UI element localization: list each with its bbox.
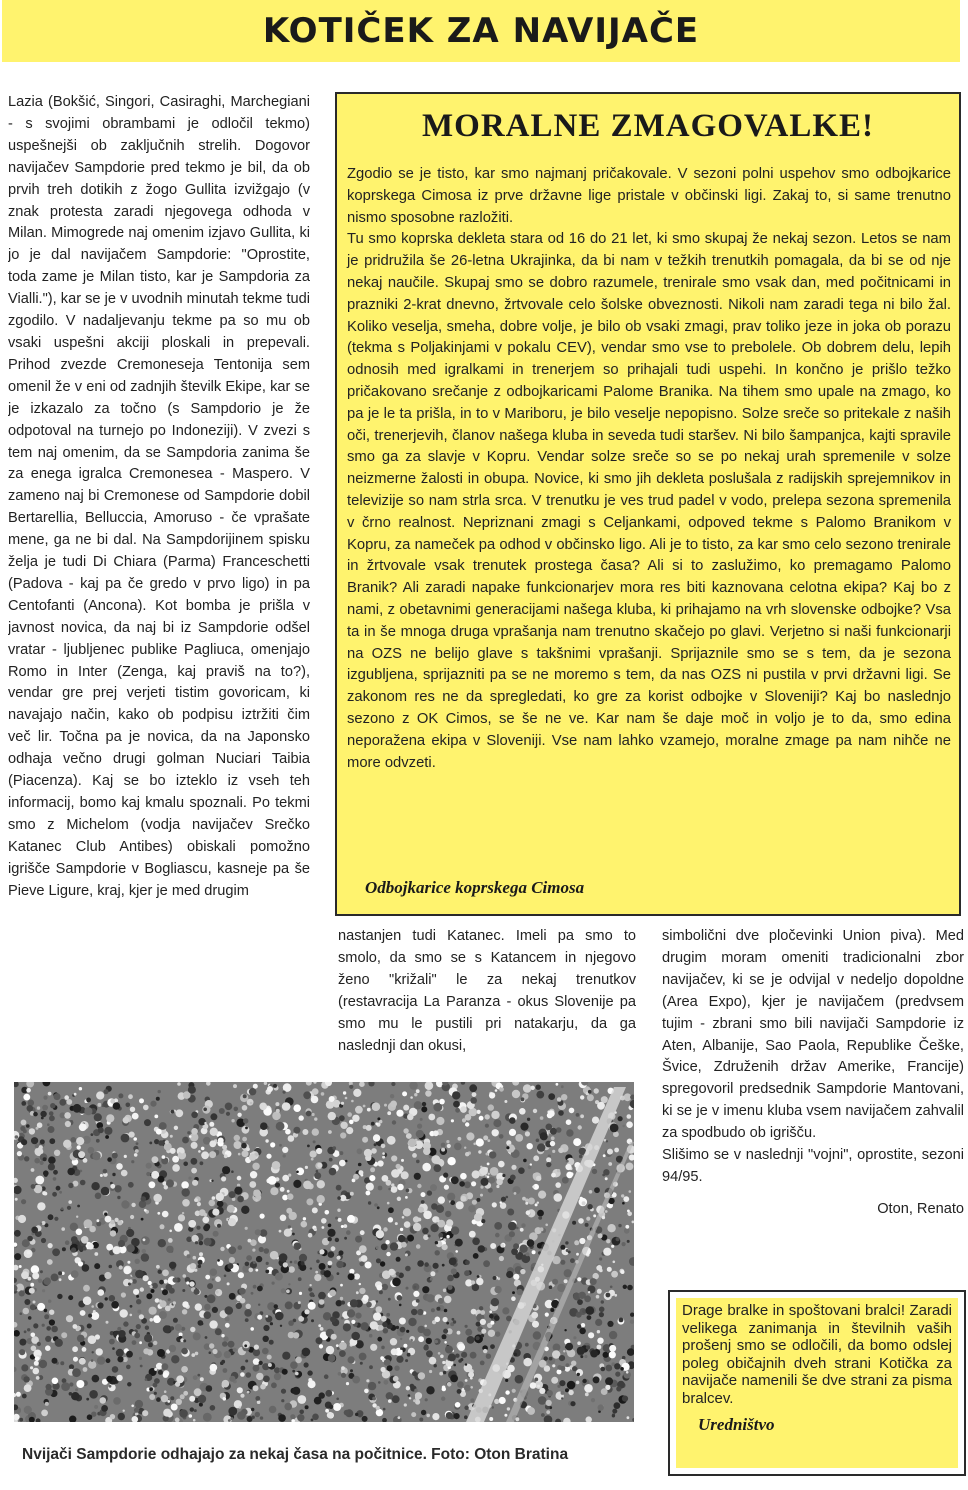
page-header xyxy=(2,0,960,62)
crowd-photo xyxy=(14,1082,634,1422)
left-column xyxy=(8,92,310,1058)
feature-byline: Odbojkarice koprskega Cimosa xyxy=(365,878,585,897)
crowd-photo-image xyxy=(14,1082,634,1422)
photo-caption: Nvijači Sampdorie odhajajo za nekaj časa na počitnice. Foto: Oton Bratina xyxy=(22,1446,569,1463)
feature-paragraph: Tu smo koprska dekleta stara od 16 do 21 let, ki smo skupaj že nekaj sezon. Letos se nam je pridružila še 26-letna Ukrajinka, da bi nam v težkih trenutkih pomagala, da bi se od nje nekaj naučile. Skupaj smo se dobro razumele, trenirale smo vsak dan, med počitnicami in prazniki 2-krat dnevno, žrtvovale celo šolske obveznosti. Nikoli nam zaradi tega ni bilo žal. Koliko veselja, smeha, dobre volje, je bilo ob vsaki zmagi, prav toliko jeze in joka ob porazu (tekma s Poljakinjami v pokalu CEV), vendar smo vse to prebolele. Ob dobrem delu, lepih odnosih med igralkami in trenerjem so prihajali tudi uspehi. In končno je prišlo težko pričakovano srečanje z odbojkaricami Palome Branika. Na tihem smo upale na zmago, ko pa je le ta prišla, in to v Mariboru, je bilo veselje nepopisno. Solze sreče so pritekale z naših oči, trenerjevih, članov našega kluba in seveda tudi staršev. Ni bilo šampanjca, kajti spravile smo ga za slavje v Kopru. Vendar solze sreče so se po nekaj urah spremenile v solze neizmerne žalosti in obupa. Novice, ki smo jih dekleta poslušala z radijskih sprejemnikov in televizije so nam strla srca. V trenutku je ves trud padel v vodo, prelepa sezona spremenila v črno realnost. Nepriznani zmagi s Celjankami, odpoved tekme s Palomo Branikom v Kopru, za nameček pa odhod v občinsko ligo. Ali je to tisto, za kar smo celo sezono trenirale in žrtvovale vsak trenutek prostega časa? Ali si to zaslužimo, ko premagamo Palomo Branik? Ali zaradi napake funkcionarjev mora res biti kaznovana celotna ekipa? Kaj bo z nami, z obetavnimi generacijami našega kluba, ki prihajamo na vrh slovenske odbojke? Vsa ta in še mnoga druga vprašanja nam trenutno skačejo po glavi. Verjetno si naši funkcionarji na OZS ne belijo glave s takšnimi vprašanji. Sprijaznile smo se s tem, da je sezona izgubljena, sprijazniti pa se ne moremo s tem, da nas OZS ni pustila v prvi državni ligi. Se zakonom res ne da spregledati, ko gre za korist odbojke v Sloveniji? Kaj bo naslednjo sezono z OK Cimos, se še ne ve. Kar nam še daje moč in voljo je to da, smo edina neporažena ekipa v Sloveniji. Vse nam lahko vzamejo, moralne zmage pa nam nihče ne more odvzeti. xyxy=(347,231,951,771)
editor-notice-signature: Uredništvo xyxy=(698,1415,775,1434)
feature-box xyxy=(335,92,961,916)
left-column-text: Lazia (Bokšić, Singori, Casiraghi, Marchegiani - s svojimi obrambami je odločil tekmo) uspešnejši ob zaključnih strelih. Dogovor navijačev Sampdorie pred tekmo je bil, da ob prvih treh dotikih z žogo Gullita izvižgajo (v znak protesta zaradi njegovega odhoda v Milan. Mimogrede naj omenim izjavo Gullita, ki jo je dal navijačem Sampdorie: "Oprostite, toda zame je Milan tisto, kar je Sampdoria za Vialli."), kar se je v uvodnih minutah tekme tudi zgodilo. V nadaljevanju tekme pa so mu ob vsaki uspešni akciji ploskali in prepevali. Prihod zvezde Cremoneseja Tentonija sem omenil že v eni od zadnjih številk Ekipe, kar se je izkazalo za točno (s Sampdorio je že odpotoval na turnejo po Indoneziji). V zvezi s tem naj omenim, da se Sampdoria zanima še za enega igralca Cremonesea - Maspero. V zameno naj bi Cremonese od Sampdorie dobil Bertarellia, Belluccia, Amoruso - če vprašate mene, ga ne bi dal. Na Sampdorijinem spisku želja je tudi Di Chiara (Parma) Franceschetti (Padova - kaj pa če gredo v prvo ligo) in pa Centofanti (Ancona). Kot bomba je prišla v javnost novica, da naj bi iz Sampdorie odšel vratar - ljubljenec publike Pagliuca, omenjajo Romo in Inter (Zenga, kaj praviš na to?), vendar gre prej verjeti tistim govoricam, ki navajajo način, kako ob podpisu iztržiti čim več lir. Točna pa je novica, da na Japonsko odhaja večno drugi golman Nuciari Taibia (Piacenza). Kaj se bo izteklo iz vseh teh informacij, bomo kaj kmalu spoznali. Po tekmi smo z Michelom (vodja navijačev Srečko Katanec Club Antibes) obiskali pomožno igrišče Sampdorie v Bogliascu, kasneje pa še Pieve Ligure, kraj, kjer je med drugim xyxy=(8,94,310,899)
feature-paragraph: Zgodio se je tisto, kar smo najmanj pričakovale. V sezoni polni uspehov smo odbojkarice koprskega Cimosa iz prve državne lige pristale v občinski ligi. Zakaj to, si same trenutno nismo sposobne razložiti. xyxy=(347,166,951,226)
feature-body xyxy=(347,164,951,774)
right-column-signature: Oton, Renato xyxy=(877,1200,964,1217)
right-column-paragraph: Slišimo se v naslednji "vojni", oprostite, sezoni 94/95. xyxy=(662,1147,964,1185)
feature-title: MORALNE ZMAGOVALKE! xyxy=(422,108,874,144)
page-title: KOTIČEK ZA NAVIJAČE xyxy=(262,11,700,51)
editor-notice-text: Drage bralke in spoštovani bralci! Zaradi velikega zanimanja in številnih vaših prošenj smo se odločili, da bomo odslej poleg običajnih dveh strani Kotička za navijače namenili še dve strani za pisma bralcev. xyxy=(682,1302,952,1407)
middle-column-text: nastanjen tudi Katanec. Imeli pa smo to smolo, da smo se s Katancem in njegovo ženo "križali" le za nekaj trenutkov (restavracija La Paranza - okus Slovenije pa smo mu le pustili pri natakarju, da ga naslednji dan okusi, xyxy=(338,928,636,1054)
editor-notice xyxy=(668,1290,966,1476)
middle-column xyxy=(338,926,636,1058)
editor-notice-panel xyxy=(676,1298,958,1468)
right-column-paragraph: simbolični dve pločevinki Union piva). Med drugim moram omeniti tradicionalni zbor navijačev, ki se je odvijal v nedeljo dopoldne (Area Expo), kjer je navijačem (predvsem tujim - zbrani smo bili navijači Sampdorie iz Aten, Albanije, Sao Paola, Republike Češke, Švice, Združenih držav Amerike, Francije) spregovoril predsednik Sampdorie Mantovani, ki se je v imenu kluba vsem navijačem zahvalil za spodbudo ob igrišču. xyxy=(662,928,964,1142)
right-column xyxy=(662,926,964,1256)
